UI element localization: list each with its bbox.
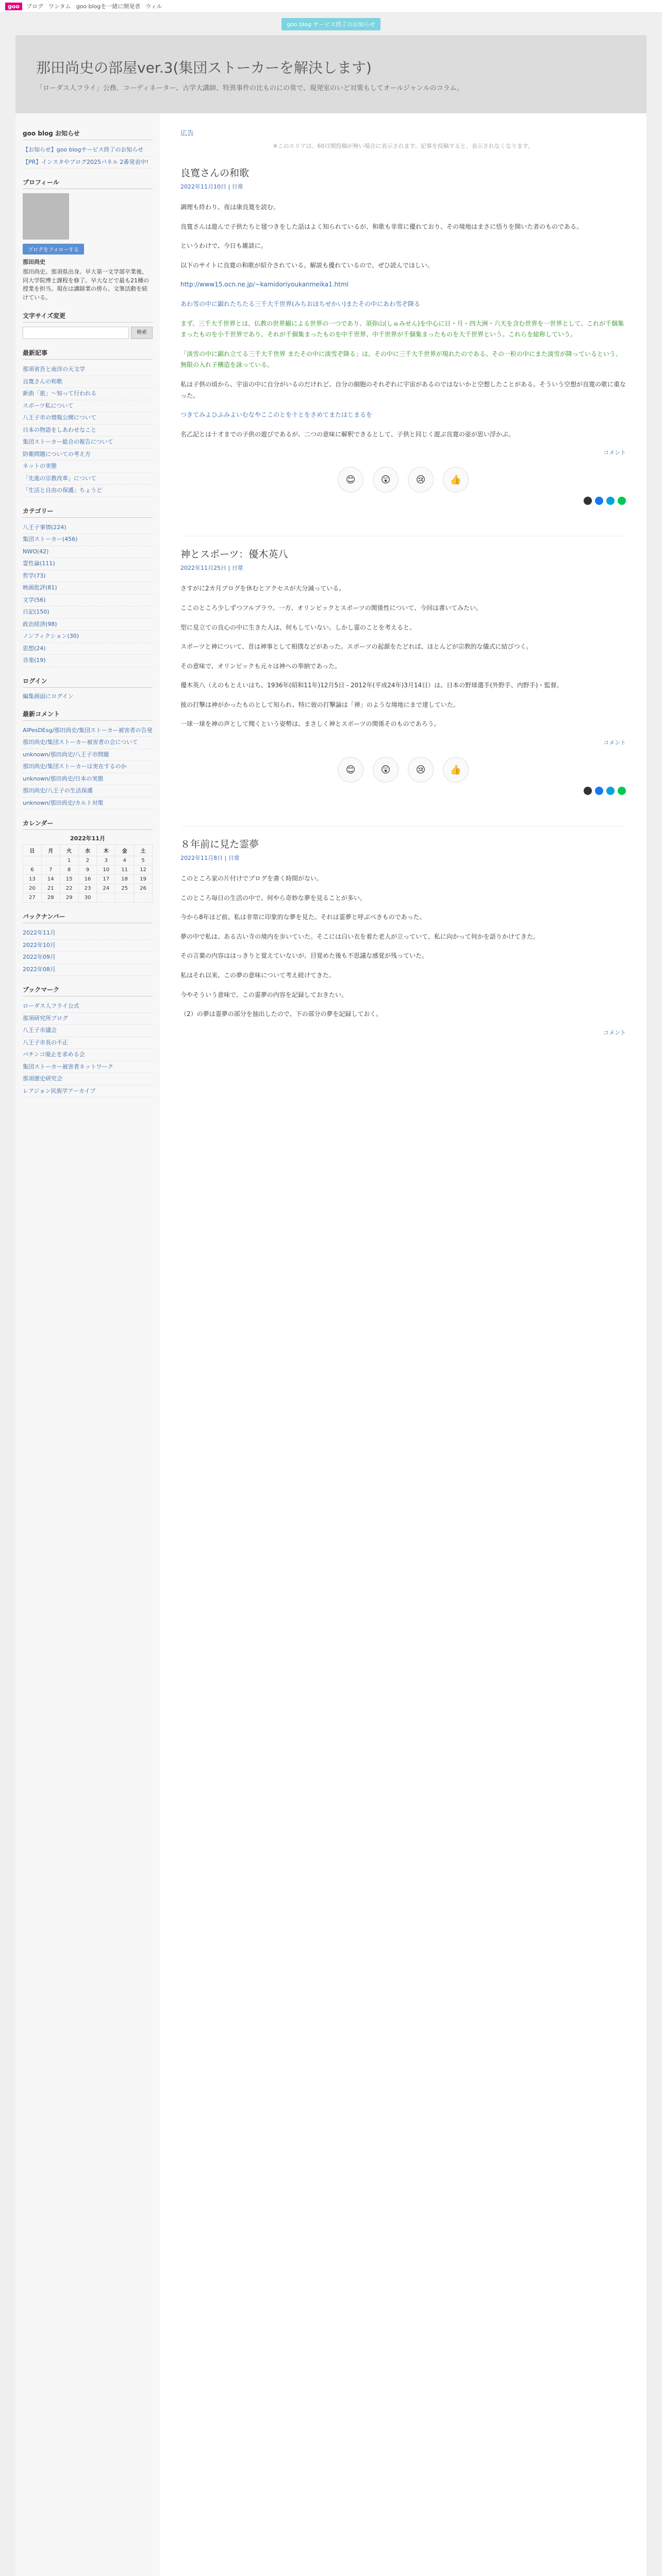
- line-share-icon[interactable]: [618, 787, 626, 795]
- list-item: [23, 749, 153, 761]
- calendar-day: 27: [23, 893, 42, 903]
- entry-footer: [180, 1028, 626, 1037]
- calendar-row: [23, 875, 153, 884]
- notice-item: [23, 144, 153, 157]
- share-bar: [180, 497, 626, 505]
- recent-link[interactable]: 八王子市の情報公開について: [23, 414, 96, 421]
- list-item: [23, 606, 153, 619]
- bookmark-heading: ブックマーク: [23, 985, 153, 996]
- list-item: [23, 449, 153, 461]
- bookmark-link[interactable]: 八王子市議会: [23, 1027, 57, 1033]
- notice-bar: [0, 13, 662, 36]
- calendar-day: 12: [134, 866, 153, 875]
- calendar-day: 23: [78, 884, 97, 893]
- entry-paragraph: 私は子供の頃から、宇宙の中に自分がいるのだけれど、自分の細胞のそれぞれに宇宙があるのではないかと空想したことがある。そういう空想が良寛の歌に重なった。: [180, 380, 626, 399]
- top-link-will[interactable]: ウィル: [145, 3, 162, 10]
- calendar-day: [23, 856, 42, 866]
- calendar-day: 10: [97, 866, 115, 875]
- calendar: [23, 834, 153, 903]
- weekday: 日: [23, 845, 42, 856]
- share-bar: [180, 787, 626, 795]
- calendar-row: [23, 866, 153, 875]
- search-box: [23, 327, 153, 339]
- reaction-bar: [180, 757, 626, 783]
- entry-date: 2022年11月25日 | 日常: [180, 565, 243, 572]
- entry-link[interactable]: http://www15.ocn.ne.jp/~kamidoriyoukanmeika1.html: [180, 281, 349, 289]
- hatena-share-icon[interactable]: [606, 787, 615, 795]
- entry-paragraph: 型に見立ての良心の中に生きた人は、何もしていない。しかし霊のことを考えると、: [180, 623, 416, 631]
- x-share-icon[interactable]: [584, 787, 592, 795]
- recent-link[interactable]: 良寛さんの和歌: [23, 378, 62, 385]
- login-row: [23, 692, 153, 700]
- profile-heading: プロフィール: [23, 178, 153, 189]
- reaction-sad-icon[interactable]: 😢: [408, 757, 434, 783]
- category-link[interactable]: 日記(150): [23, 608, 49, 615]
- list-item: [23, 1086, 153, 1098]
- comment-link[interactable]: 那田尚史/集団ストーカー被害者の会について: [23, 739, 138, 745]
- entry-footer: [180, 448, 626, 456]
- ad-note: ※このエリアは、60日間投稿が無い場合に表示されます。記事を投稿すると、表示されなくなります。: [273, 143, 534, 149]
- entry-paragraph: 私はそれ以来、この夢の意味について考え続けてきた。: [180, 972, 335, 979]
- entry-paragraph: 一球一球を神の声として聞くという姿勢は、まさしく神とスポーツの関係そのものであろう。: [180, 720, 440, 728]
- list-item: [23, 558, 153, 570]
- category-link[interactable]: NWO(42): [23, 548, 49, 555]
- list-item: [23, 400, 153, 413]
- recent-link[interactable]: 那須省吾と南洋の天文学: [23, 366, 85, 372]
- category-link[interactable]: ノンフィクション(30): [23, 633, 79, 639]
- entry-highlight: まず、三千大千世界とは、仏教の世界観による世界の一つであり、須弥山(しゅみせん)を中心に日・月・四大洲・六天を含む世界を一世界として、これが千個集まったものを小千世界であり、それが千個集まったものを中千世界、中千世界が千個集まったものを大千世界という。これらを総称していう。: [180, 319, 624, 338]
- bookmark-link[interactable]: 八王子市長の不正: [23, 1039, 68, 1046]
- entry-paragraph: 今から8年ほど前、私は非常に印象的な夢を見た。それは霊夢と呼ぶべきものであった。: [180, 913, 426, 921]
- bookmark-link[interactable]: ローダス人フライ公式: [23, 1003, 79, 1009]
- list-item: [23, 631, 153, 643]
- entry-paragraph: このところ家の片付けでブログを書く時間がない。: [180, 875, 323, 883]
- calendar-day: 18: [115, 875, 134, 884]
- weekday: 水: [78, 845, 97, 856]
- entry-highlight: つきてみよひふみよいむなやここのとを十とをさめてまたはじまるを: [180, 411, 373, 419]
- list-item: [23, 1025, 153, 1037]
- profile-name: 那田尚史: [23, 259, 45, 265]
- comment-link[interactable]: 那田尚史/集団ストーカーは実在するのか: [23, 763, 127, 770]
- calendar-day: 11: [115, 866, 134, 875]
- comments-list: [23, 725, 153, 810]
- calendar-day: 21: [41, 884, 60, 893]
- recent-list: [23, 364, 153, 497]
- calendar-day: 19: [134, 875, 153, 884]
- profile-image: [23, 193, 69, 240]
- list-item: [23, 761, 153, 773]
- calendar-day: 1: [60, 856, 78, 866]
- list-item: [23, 964, 153, 976]
- facebook-share-icon[interactable]: [595, 787, 603, 795]
- calendar-caption: 2022年11月: [70, 835, 105, 842]
- recent-link[interactable]: 日本の物語をしあわせなこと: [23, 426, 96, 433]
- recent-heading: 最新記事: [23, 348, 153, 360]
- category-link[interactable]: 思想(24): [23, 645, 46, 652]
- ad-label: 広告: [180, 130, 194, 138]
- list-item: [23, 461, 153, 473]
- category-link[interactable]: 霊性論(111): [23, 560, 55, 567]
- calendar-day: 25: [115, 884, 134, 893]
- calendar-day: 28: [41, 893, 60, 903]
- category-link[interactable]: 映画批評(81): [23, 584, 57, 591]
- recent-link[interactable]: ネットの実態: [23, 463, 57, 469]
- list-item: [23, 582, 153, 595]
- category-link[interactable]: 集団ストーカー(456): [23, 536, 78, 543]
- comment-link[interactable]: コメント: [603, 739, 626, 747]
- calendar-day: 7: [41, 866, 60, 875]
- entry-date: 2022年11月8日 | 日常: [180, 855, 240, 862]
- list-item: [23, 522, 153, 534]
- search-heading: 文字サイズ変更: [23, 311, 153, 323]
- calendar-day: [97, 893, 115, 903]
- entry-title[interactable]: ８年前に見た霊夢: [180, 839, 259, 851]
- list-item: [23, 425, 153, 437]
- top-link-dev[interactable]: goo blogを一緒に開発者: [76, 3, 141, 10]
- list-item: [23, 595, 153, 607]
- entry-paragraph: 彼の打撃は神がかったものとして知られ、特に彼の打撃論は「禅」のような境地にまで達していた。: [180, 701, 459, 708]
- category-link[interactable]: 哲学(73): [23, 572, 46, 579]
- category-heading: カテゴリー: [23, 506, 153, 518]
- weekday: 火: [60, 845, 78, 856]
- list-item: [23, 388, 153, 400]
- reaction-smile-icon[interactable]: 😊: [338, 467, 363, 493]
- calendar-day: [41, 856, 60, 866]
- entry-paragraph: 今やそういう意味で、この霊夢の内容を記録しておきたい。: [180, 991, 347, 998]
- login-link[interactable]: 編集画面にログイン: [23, 692, 74, 700]
- comment-link[interactable]: コメント: [603, 1029, 626, 1036]
- list-item: [23, 1037, 153, 1049]
- blog-entry: [180, 165, 626, 505]
- list-item: [23, 737, 153, 749]
- entry-paragraph: 以下のサイトに良寛の和歌が紹介されている。解説も優れているので、ぜひ読んでほしい。: [180, 261, 434, 269]
- recent-link[interactable]: スポーツ私について: [23, 402, 74, 409]
- calendar-heading: カレンダー: [23, 819, 153, 830]
- list-item: [23, 364, 153, 376]
- weekday: 月: [41, 845, 60, 856]
- backnumber-link[interactable]: 2022年09月: [23, 954, 56, 960]
- list-item: [23, 485, 153, 497]
- list-item: [23, 376, 153, 388]
- entry-paragraph: このところ毎日の生活の中で、何やら奇妙な夢を見ることが多い。: [180, 894, 366, 902]
- list-item: [23, 1049, 153, 1061]
- category-link[interactable]: 文学(56): [23, 596, 46, 603]
- list-item: [23, 436, 153, 449]
- recent-link[interactable]: 集団ストーカー総合の報告について: [23, 438, 113, 445]
- reaction-smile-icon[interactable]: 😊: [338, 757, 363, 783]
- list-item: [23, 546, 153, 558]
- entry-title[interactable]: 良寛さんの和歌: [180, 167, 250, 179]
- calendar-day: 13: [23, 875, 42, 884]
- entry-paragraph: さすがに2カ月ブログを休むとアクセスが大分減っている。: [180, 585, 345, 592]
- comment-link[interactable]: unknown/那田尚史/日本の実態: [23, 775, 104, 782]
- calendar-head-row: [23, 845, 153, 856]
- list-item: [23, 570, 153, 583]
- bookmark-list: [23, 1001, 153, 1097]
- entry-paragraph: （2）の夢は霊夢の部分を抽出したので、下の部分の夢を記録しておく。: [180, 1010, 383, 1018]
- entry-paragraph: 名乙記とは十才までの子供の遊びであるが、二つの意味に解釈できるとして、子供と同じく遊ぶ良寛の姿が思い浮かぶ。: [180, 430, 515, 438]
- calendar-row: [23, 884, 153, 893]
- blog-entry: [180, 837, 626, 1037]
- weekday: 金: [115, 845, 134, 856]
- list-item: [23, 412, 153, 425]
- blog-entry: [180, 547, 626, 795]
- entry-highlight: 「淡雪の中に顕れ立てる三千大千世界 またその中に淡雪ぞ降る」は、その中に三千大千世界が現れたのである。その一粒の中にまた淡雪が降っているという、無限の入れ子構造を詠っている。: [180, 350, 622, 369]
- calendar-day: 29: [60, 893, 78, 903]
- recent-link[interactable]: 「生活と自由の保護」ちょうど: [23, 487, 102, 494]
- reaction-like-icon[interactable]: 👍: [443, 757, 469, 783]
- reaction-like-icon[interactable]: 👍: [443, 467, 469, 493]
- facebook-share-icon[interactable]: [595, 497, 603, 505]
- bookmark-link[interactable]: レアジョン民族学アーカイブ: [23, 1087, 96, 1094]
- bookmark-link[interactable]: 集団ストーカー被害者ネットワーク: [23, 1063, 113, 1070]
- calendar-day: 6: [23, 866, 42, 875]
- search-button[interactable]: 検索: [131, 327, 153, 339]
- calendar-day: 5: [134, 856, 153, 866]
- list-item: [23, 773, 153, 786]
- calendar-day: 20: [23, 884, 42, 893]
- list-item: [23, 725, 153, 737]
- top-link-wantam[interactable]: ワンタム: [48, 3, 71, 10]
- reaction-surprise-icon[interactable]: 😲: [373, 757, 399, 783]
- calendar-day: 4: [115, 856, 134, 866]
- calendar-day: 8: [60, 866, 78, 875]
- top-bar: [0, 0, 662, 13]
- category-link[interactable]: 八王子事情(224): [23, 523, 67, 531]
- login-heading: ログイン: [23, 676, 153, 688]
- list-item: [23, 798, 153, 810]
- comments-heading: 最新コメント: [23, 709, 153, 721]
- profile-text: 那田尚史。那須県出身。早大第一文学部卒業後、同大学院博士課程を修了。早大などで最も21種の授業を担当。現在は講師業の傍ら、文筆活動を続けている。: [23, 268, 149, 301]
- blog-header: [15, 36, 647, 113]
- backnumber-link[interactable]: 2022年11月: [23, 929, 56, 936]
- blog-description: 「ローダス人フライ」公務、コーディネーター、古学大講師、特異事件の比ものにの常で、現発室のいど対策もしてオールジャンルのコラム。: [36, 84, 464, 92]
- goo-logo[interactable]: goo: [5, 3, 22, 10]
- calendar-day: 2: [78, 856, 97, 866]
- calendar-day: 22: [60, 884, 78, 893]
- bookmark-link[interactable]: 那須研究所ブログ: [23, 1014, 68, 1022]
- weekday: 木: [97, 845, 115, 856]
- backnumber-link[interactable]: 2022年10月: [23, 941, 56, 948]
- list-item: [23, 940, 153, 952]
- entry-paragraph: ここのところ少しずつフルブラウ。一方、オリンピックとスポーツの関係性について、今回は書いてみたい。: [180, 604, 483, 612]
- list-item: [23, 1061, 153, 1074]
- blog-title[interactable]: 那田尚史の部屋ver.3(集団ストーカーを解決します): [36, 59, 372, 76]
- list-item: [23, 643, 153, 655]
- entry-paragraph: その言葉の内容ははっきりと覚えていないが、目覚めた後も不思議な感覚が残っていた。: [180, 952, 428, 960]
- recent-link[interactable]: 「先進の宗教改革」について: [23, 474, 96, 482]
- comment-link[interactable]: unknown/那田尚史/カルト対策: [23, 799, 104, 806]
- bookmark-link[interactable]: パチンコ廃止を求める会: [23, 1051, 85, 1058]
- notice-link[interactable]: 【お知らせ】goo blogサービス終了のお知らせ: [23, 146, 144, 153]
- list-item: [23, 927, 153, 940]
- comment-link[interactable]: 那田尚史/八王子の生活保護: [23, 787, 93, 794]
- entry-paragraph: というわけで、今日も雑談に。: [180, 242, 267, 250]
- list-item: [23, 785, 153, 798]
- entry-title[interactable]: 神とスポーツ：優木英八: [180, 549, 288, 561]
- calendar-day: 17: [97, 875, 115, 884]
- entry-paragraph: 優木英八（えのもとえいはち、1936年(昭和11年)12月5日 - 2012年(平成24年)3月14日）は、日本の野球選手(外野手、内野手)・監督。: [180, 682, 563, 689]
- calendar-day: [134, 893, 153, 903]
- reaction-surprise-icon[interactable]: 😲: [373, 467, 399, 493]
- reaction-sad-icon[interactable]: 😢: [408, 467, 434, 493]
- category-link[interactable]: 政治経済(98): [23, 620, 57, 628]
- comment-link[interactable]: コメント: [603, 449, 626, 456]
- recent-link[interactable]: 防衛問題についての考え方: [23, 450, 91, 457]
- notice-heading: goo blog お知らせ: [23, 129, 153, 140]
- entry-paragraph: 良寛さんは遊んで子供たちと毬つきをした話はよく知られているが、和歌も非常に優れており、その境地はまさに悟りを開いた者のものである。: [180, 223, 583, 230]
- calendar-row: [23, 893, 153, 903]
- search-input[interactable]: [23, 327, 129, 339]
- list-item: [23, 952, 153, 964]
- comment-link[interactable]: AlPesDEsg/那田尚史/集団ストーカー被害者の告発: [23, 726, 153, 734]
- backnumber-link[interactable]: 2022年08月: [23, 965, 56, 973]
- notice-link[interactable]: 【PR】インスタやブログ2025パネル 2番発表中!: [23, 158, 148, 165]
- content-wrap: [15, 113, 647, 2576]
- top-link-blog[interactable]: ブログ: [26, 3, 43, 10]
- backnumber-heading: バックナンバー: [23, 912, 153, 923]
- x-share-icon[interactable]: [584, 497, 592, 505]
- list-item: [23, 1073, 153, 1086]
- follow-button[interactable]: ブログをフォローする: [23, 244, 84, 255]
- calendar-table: [23, 844, 153, 903]
- list-item: [23, 619, 153, 631]
- calendar-row: [23, 856, 153, 866]
- service-end-notice[interactable]: goo blog サービス終了のお知らせ: [282, 18, 380, 30]
- entry-highlight: あわ雪の中に顕れたちたる三千大千世界(みちおほちせかい)またその中にあわ雪ぞ降る: [180, 300, 421, 308]
- calendar-day: 30: [78, 893, 97, 903]
- calendar-day: 14: [41, 875, 60, 884]
- category-link[interactable]: 音楽(19): [23, 657, 46, 664]
- entry-paragraph: 夢の中で私は、ある古い寺の境内を歩いていた。そこには白い衣を着た老人が立っていて、私に向かって何かを語りかけてきた。: [180, 933, 539, 940]
- entry-paragraph: 調理も終わり、夜は康良寛を読む。: [180, 204, 280, 211]
- category-list: [23, 522, 153, 667]
- notice-item: [23, 157, 153, 169]
- list-item: [23, 473, 153, 485]
- entry-paragraph: その意味で、オリンピックも元々は神への奉納であった。: [180, 662, 341, 670]
- reaction-bar: [180, 467, 626, 493]
- calendar-day: 15: [60, 875, 78, 884]
- comment-link[interactable]: unknown/那田尚史/八王子市問題: [23, 751, 109, 758]
- hatena-share-icon[interactable]: [606, 497, 615, 505]
- list-item: [23, 534, 153, 546]
- bookmark-link[interactable]: 那須歴史研究会: [23, 1075, 62, 1082]
- entry-date: 2022年11月10日 | 日常: [180, 183, 243, 190]
- line-share-icon[interactable]: [618, 497, 626, 505]
- calendar-day: 9: [78, 866, 97, 875]
- sidebar: [15, 113, 160, 2576]
- calendar-day: 26: [134, 884, 153, 893]
- calendar-day: 3: [97, 856, 115, 866]
- recent-link[interactable]: 新曲「旅」〜知って行われる: [23, 390, 96, 397]
- weekday: 土: [134, 845, 153, 856]
- backnumber-list: [23, 927, 153, 976]
- list-item: [23, 1013, 153, 1025]
- entry-footer: [180, 738, 626, 747]
- list-item: [23, 1001, 153, 1013]
- main-content: [160, 113, 647, 2576]
- list-item: [23, 655, 153, 667]
- calendar-day: 24: [97, 884, 115, 893]
- entry-paragraph: スポーツと神について、昔は神事として相撲などがあった。スポーツの起源をたどれば、ほとんどが宗教的な儀式に結びつく。: [180, 643, 533, 651]
- notice-list: [23, 144, 153, 168]
- calendar-day: [115, 893, 134, 903]
- calendar-day: 16: [78, 875, 97, 884]
